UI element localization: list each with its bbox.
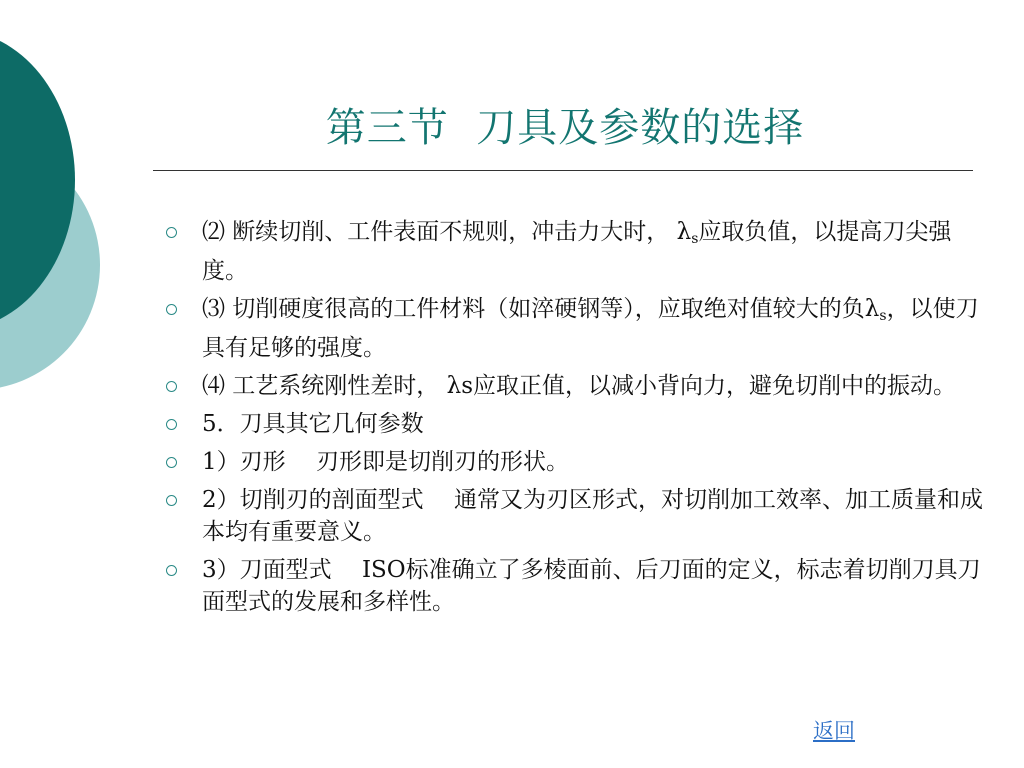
bullet-text: 3）刀面型式 ISO标准确立了多棱面前、后刀面的定义，标志着切削刀具刀面型式的发展和多样性。: [202, 557, 981, 615]
bullet-text-post: 应取负值，以提高刀尖强度。: [202, 219, 952, 284]
bullet-item: [160, 408, 990, 440]
bullet-circle-icon: [166, 495, 177, 506]
title-divider: [153, 170, 973, 171]
bullet-list: [160, 216, 990, 624]
bullet-circle-icon: [166, 304, 177, 315]
slide-title: 第三节 刀具及参数的选择: [325, 105, 805, 151]
bullet-circle-icon: [166, 457, 177, 468]
bullet-item: [160, 216, 990, 287]
bullet-item: [160, 293, 990, 364]
bullet-subscript: s: [691, 231, 699, 247]
bullet-text-pre: ⑶ 切削硬度很高的工件材料（如淬硬钢等），应取绝对值较大的负λ: [202, 296, 880, 322]
bullet-item: [160, 370, 990, 402]
back-link[interactable]: 返回: [813, 719, 855, 743]
bullet-circle-icon: [166, 227, 177, 238]
bullet-text: ⑷ 工艺系统刚性差时， λs应取正值，以减小背向力，避免切削中的振动。: [202, 373, 957, 399]
bullet-item: [160, 484, 990, 548]
bullet-text: 2）切削刃的剖面型式 通常又为刃区形式，对切削加工效率、加工质量和成本均有重要意义。: [202, 487, 983, 545]
bullet-text: 5．刀具其它几何参数: [202, 411, 424, 437]
bullet-circle-icon: [166, 565, 177, 576]
bullet-text-post: ，以使刀具有足够的强度。: [202, 296, 979, 361]
bullet-circle-icon: [166, 381, 177, 392]
bullet-text: 1）刃形 刃形即是切削刃的形状。: [202, 449, 569, 475]
bullet-text-pre: ⑵ 断续切削、工件表面不规则，冲击力大时， λ: [202, 219, 692, 245]
bullet-item: [160, 554, 990, 618]
bullet-circle-icon: [166, 419, 177, 430]
bullet-subscript: s: [879, 308, 887, 324]
bullet-item: [160, 446, 990, 478]
